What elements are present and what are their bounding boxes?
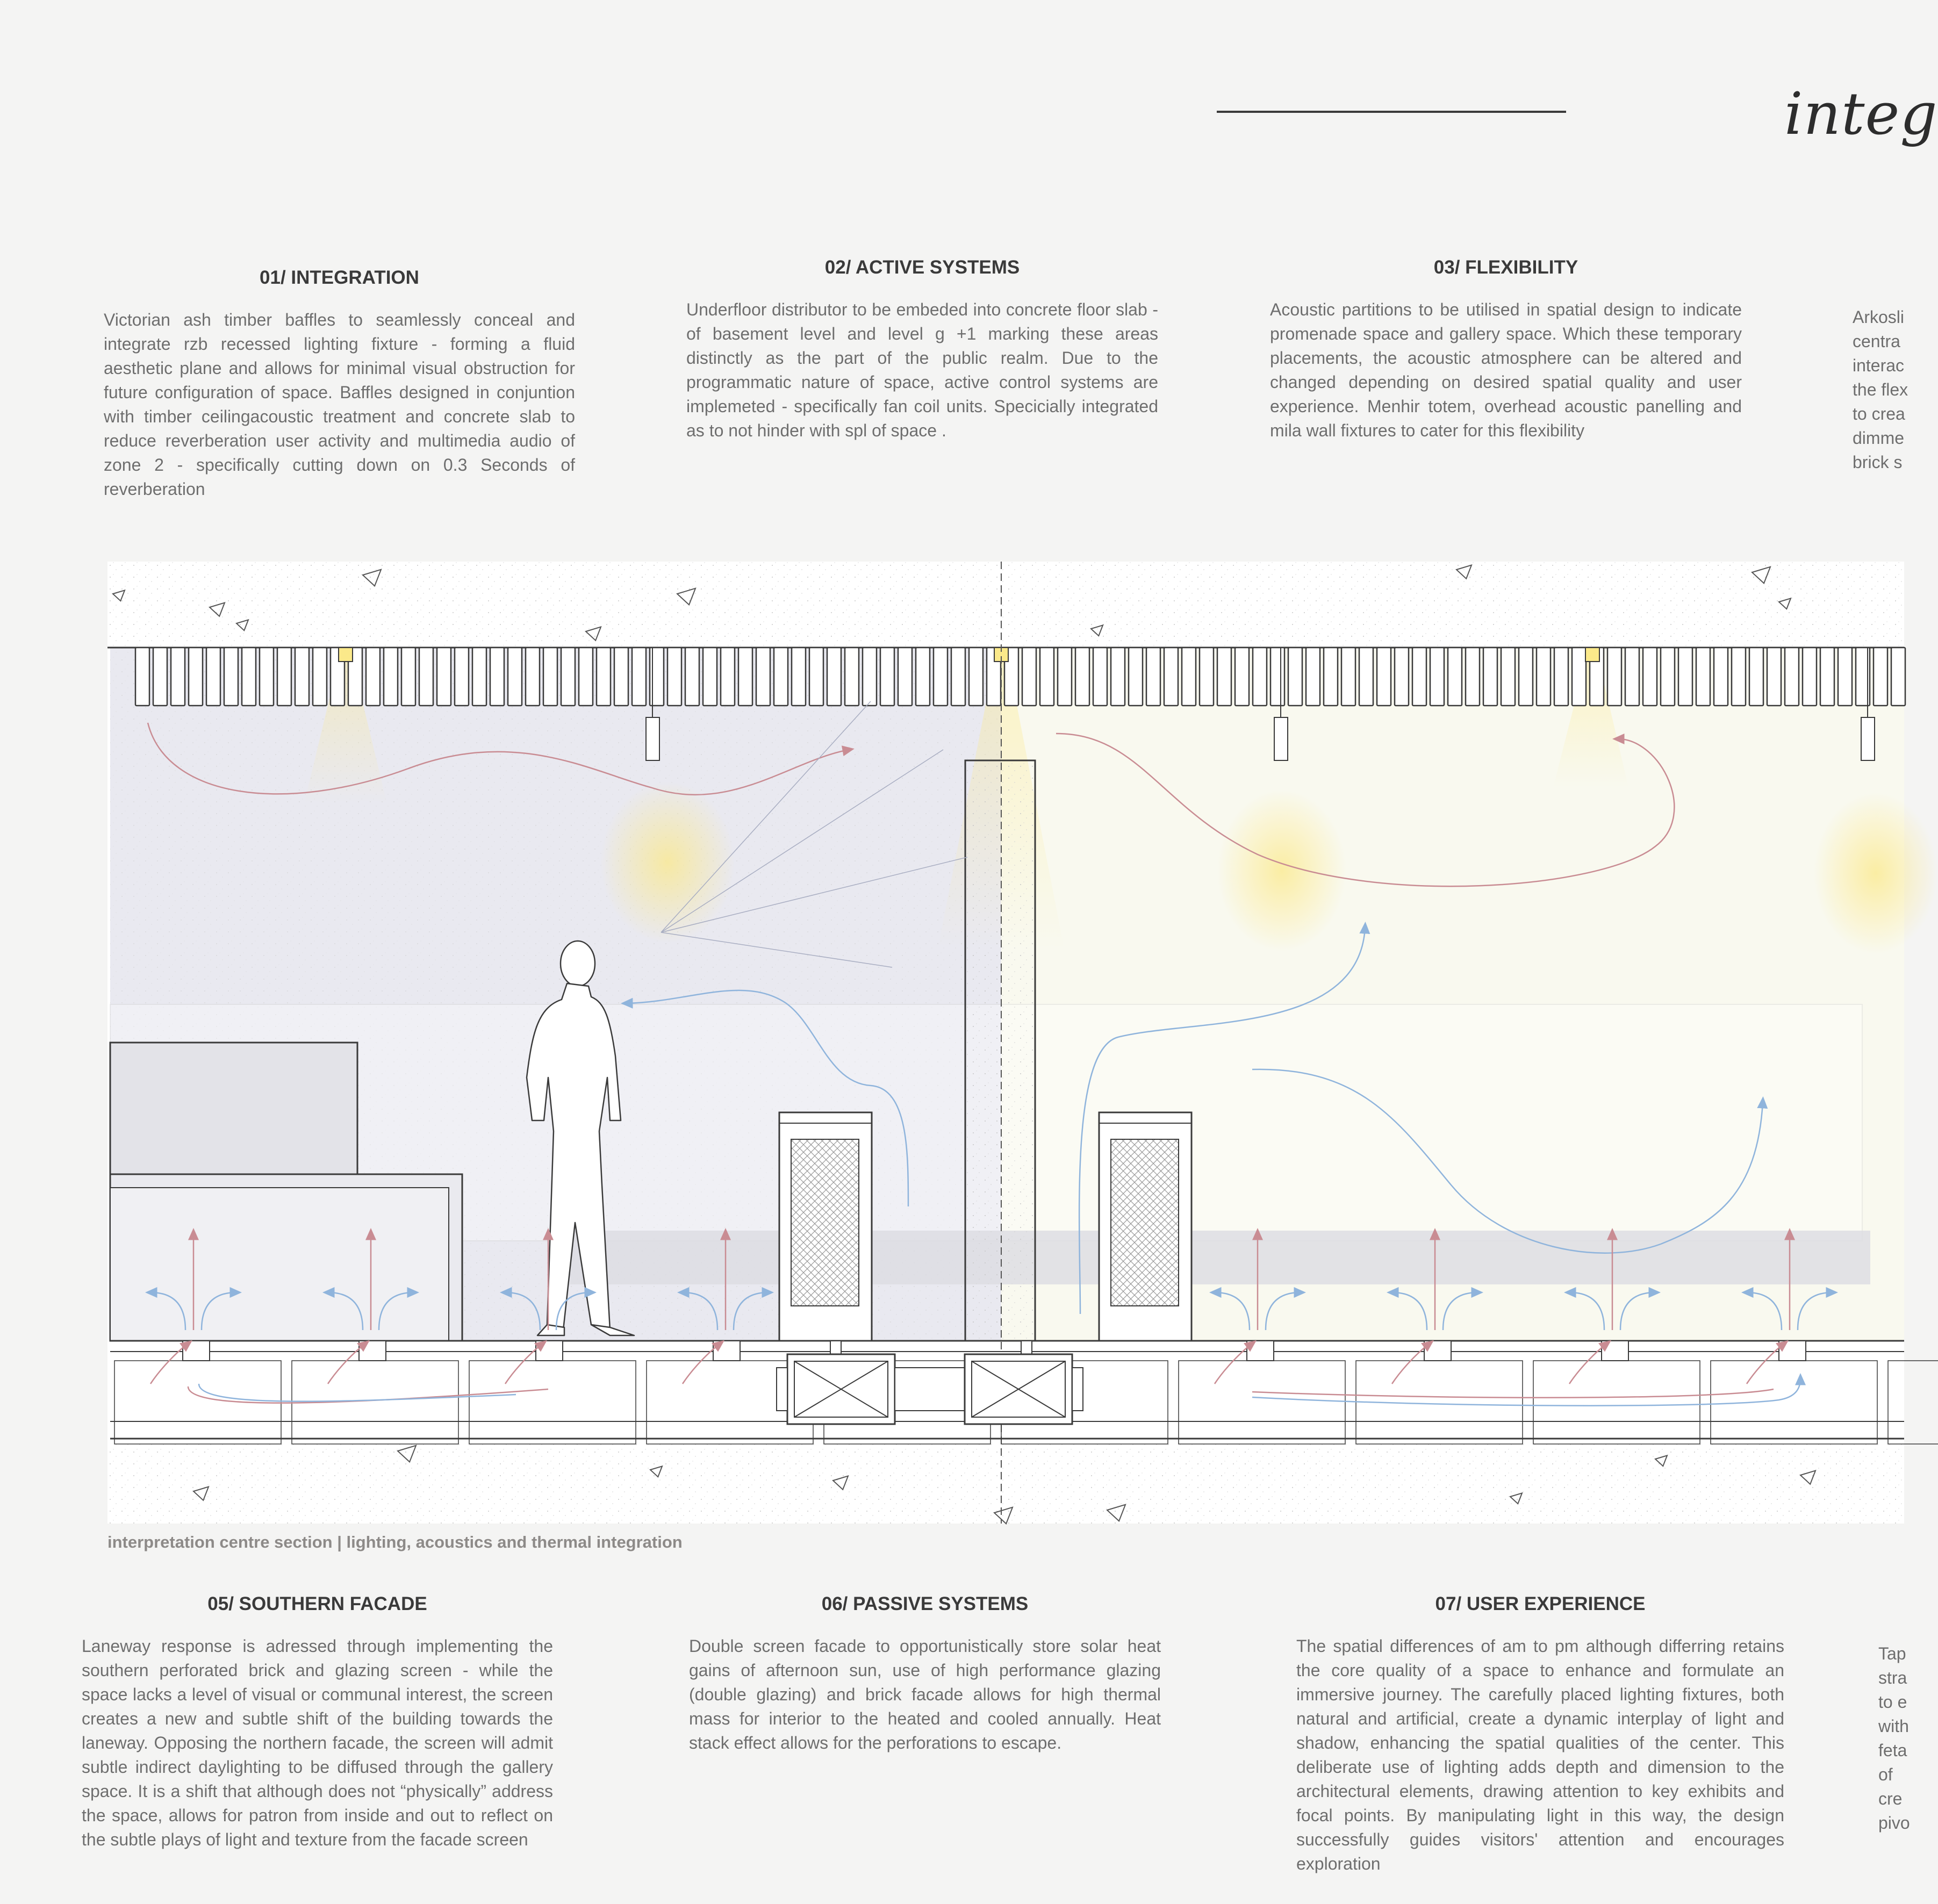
timber-baffle bbox=[1572, 648, 1586, 706]
timber-baffle bbox=[1200, 648, 1214, 706]
recessed-downlight-icon bbox=[339, 648, 353, 662]
timber-baffle bbox=[1288, 648, 1302, 706]
section-active-systems bbox=[686, 257, 1158, 443]
partial-line: dimme bbox=[1853, 428, 1905, 448]
timber-baffle bbox=[171, 648, 185, 706]
timber-baffle bbox=[845, 648, 859, 706]
section-body: Double screen facade to opportunistically store solar heat gains of afternoon sun, use of high performance glazing (double glazing) and brick facade allows for high thermal mass for interior to the heated and cooled annually. Heat stack effect allows for the perforations to escape. bbox=[689, 1636, 1161, 1752]
partial-line: of bbox=[1878, 1765, 1893, 1784]
timber-baffle bbox=[1714, 648, 1728, 706]
timber-baffle bbox=[1767, 648, 1781, 706]
timber-baffle bbox=[1040, 648, 1054, 706]
timber-baffle bbox=[597, 648, 611, 706]
timber-baffle bbox=[1891, 648, 1905, 706]
timber-baffle bbox=[1643, 648, 1657, 706]
timber-baffle bbox=[472, 648, 486, 706]
timber-baffle bbox=[827, 648, 841, 706]
fan-coil-unit-icon bbox=[1099, 1112, 1191, 1341]
timber-baffle bbox=[401, 648, 415, 706]
timber-baffle bbox=[1412, 648, 1426, 706]
timber-baffle bbox=[650, 648, 664, 706]
timber-baffle bbox=[1607, 648, 1621, 706]
timber-baffle bbox=[1501, 648, 1515, 706]
timber-baffle bbox=[189, 648, 203, 706]
timber-baffle bbox=[1803, 648, 1817, 706]
timber-baffle bbox=[1395, 648, 1409, 706]
timber-baffle bbox=[1430, 648, 1444, 706]
timber-baffle bbox=[1874, 648, 1887, 706]
timber-baffle bbox=[809, 648, 823, 706]
timber-baffle bbox=[1075, 648, 1089, 706]
partial-line: Tap bbox=[1878, 1644, 1906, 1663]
timber-baffle bbox=[1448, 648, 1462, 706]
display-plinth-inner bbox=[110, 1188, 449, 1341]
timber-baffle bbox=[295, 648, 309, 706]
timber-baffle bbox=[1058, 648, 1072, 706]
timber-baffle bbox=[1483, 648, 1497, 706]
section-user-experience bbox=[1296, 1593, 1784, 1876]
timber-baffle bbox=[1537, 648, 1551, 706]
section-integration bbox=[104, 267, 575, 501]
timber-baffle bbox=[1838, 648, 1852, 706]
recessed-downlight-icon bbox=[1585, 648, 1599, 662]
timber-baffle bbox=[792, 648, 806, 706]
timber-baffle bbox=[1519, 648, 1533, 706]
timber-baffle bbox=[1235, 648, 1249, 706]
section-heading: 02/ ACTIVE SYSTEMS bbox=[824, 257, 1020, 278]
diagram-caption: interpretation centre section | lighting, acoustics and thermal integration bbox=[107, 1533, 683, 1551]
timber-baffle bbox=[1785, 648, 1799, 706]
timber-baffle bbox=[366, 648, 380, 706]
timber-baffle bbox=[863, 648, 877, 706]
section-heading: 06/ PASSIVE SYSTEMS bbox=[821, 1593, 1029, 1614]
timber-baffle bbox=[1093, 648, 1107, 706]
timber-baffle bbox=[1146, 648, 1160, 706]
partial-line: interac bbox=[1853, 356, 1905, 375]
timber-baffle bbox=[667, 648, 681, 706]
section-body: Victorian ash timber baffles to seamlessly conceal and integrate rzb recessed lighting fixture - forming a fluid aesthetic plane and allows for minimal visual obstruction for future configuration of space. Baffles designed in conjuntion with timber ceilingacoustic treatment and concrete slab to reduce reverberation user activity and multimedia audio of zone 2 - specifically cutting down on 0.3 Seconds of reverberation bbox=[104, 310, 575, 499]
timber-baffle bbox=[721, 648, 735, 706]
timber-baffle bbox=[703, 648, 717, 706]
timber-baffle bbox=[313, 648, 327, 706]
title-rule bbox=[1217, 111, 1566, 113]
section-southern-facade bbox=[82, 1593, 553, 1852]
timber-baffle bbox=[1306, 648, 1320, 706]
timber-baffle bbox=[579, 648, 593, 706]
floor-strip bbox=[570, 1231, 1870, 1284]
section-body: Laneway response is adressed through implementing the southern perforated brick and glazing screen - while the space lacks a level of visual or communal interest, the screen creates a new and subtle shift of the building towards the laneway. Opposing the northern facade, the screen will admit subtle indirect daylighting to be diffused through the gallery space. It is a shift that although does not “physically” address the space, allows for patron from inside and out to reflect on the subtle plays of light and texture from the facade screen bbox=[82, 1636, 553, 1849]
timber-baffle bbox=[738, 648, 752, 706]
section-body: Acoustic partitions to be utilised in spatial design to indicate promenade space and gallery space. Which these temporary placements, the acoustic atmosphere can be altered and changed depending on desired spatial quality and user experience. Menhir totem, overhead acoustic panelling and mila wall fixtures to cater for this flexibility bbox=[1270, 300, 1742, 440]
timber-baffle bbox=[756, 648, 770, 706]
roof-slab bbox=[107, 562, 1904, 648]
partial-line: the flex bbox=[1853, 380, 1908, 399]
pendant-glow bbox=[1814, 793, 1937, 954]
timber-baffle bbox=[1164, 648, 1178, 706]
timber-baffle bbox=[632, 648, 646, 706]
timber-baffle bbox=[898, 648, 912, 706]
timber-baffle bbox=[1696, 648, 1710, 706]
structural-column bbox=[965, 760, 1035, 1341]
section-diagram bbox=[107, 562, 1904, 1524]
page-title: integ bbox=[1784, 81, 1938, 148]
timber-baffle bbox=[561, 648, 575, 706]
floor-diffuser bbox=[713, 1341, 740, 1361]
timber-baffle bbox=[969, 648, 983, 706]
timber-baffle bbox=[685, 648, 699, 706]
timber-baffle bbox=[1022, 648, 1036, 706]
timber-baffle bbox=[1661, 648, 1675, 706]
section-08-partial bbox=[1878, 1642, 1910, 1835]
timber-baffle bbox=[916, 648, 930, 706]
timber-baffle bbox=[526, 648, 540, 706]
timber-baffle bbox=[384, 648, 398, 706]
timber-baffle bbox=[543, 648, 557, 706]
timber-baffle bbox=[1217, 648, 1231, 706]
duct-connector bbox=[895, 1368, 965, 1411]
section-heading: 03/ FLEXIBILITY bbox=[1433, 257, 1578, 278]
partial-line: cre bbox=[1878, 1789, 1903, 1808]
partial-line: centra bbox=[1853, 332, 1900, 351]
foundation-slab bbox=[107, 1443, 1904, 1524]
section-04-partial bbox=[1853, 305, 1908, 475]
partial-line: with bbox=[1878, 1716, 1909, 1736]
timber-baffle bbox=[1182, 648, 1196, 706]
partial-line: pivo bbox=[1878, 1813, 1910, 1833]
timber-baffle bbox=[1466, 648, 1480, 706]
timber-baffle bbox=[153, 648, 167, 706]
timber-baffle bbox=[1749, 648, 1763, 706]
section-heading: 05/ SOUTHERN FACADE bbox=[207, 1593, 427, 1614]
timber-baffle bbox=[455, 648, 469, 706]
section-drawing bbox=[107, 562, 1904, 1524]
partial-line: to crea bbox=[1853, 404, 1905, 423]
partial-line: to e bbox=[1878, 1692, 1907, 1712]
partial-line: Arkosli bbox=[1853, 307, 1905, 327]
timber-baffle bbox=[880, 648, 894, 706]
floor-diffuser bbox=[359, 1341, 386, 1361]
timber-baffle bbox=[490, 648, 504, 706]
timber-baffle bbox=[1341, 648, 1355, 706]
timber-baffle bbox=[934, 648, 948, 706]
pendant-glow bbox=[1217, 790, 1346, 951]
section-heading: 07/ USER EXPERIENCE bbox=[1435, 1593, 1646, 1614]
timber-baffle bbox=[277, 648, 291, 706]
timber-baffle bbox=[135, 648, 149, 706]
timber-baffle bbox=[1271, 648, 1284, 706]
section-body: The spatial differences of am to pm although differring retains the core quality of a space to enhance and formulate an immersive journey. The carefully placed lighting fixtures, both natural and artificial, create a dynamic interplay of light and shadow, enhancing the spatial qualities of the center. This deliberate use of lighting adds depth and dimension to the architectural elements, drawing attention to key exhibits and focal points. By manipulating light in this way, the design successfully guides visitors' attention and encourages exploration bbox=[1296, 1636, 1784, 1873]
partial-line: brick s bbox=[1853, 452, 1903, 472]
timber-baffle bbox=[774, 648, 788, 706]
timber-baffle bbox=[508, 648, 522, 706]
timber-baffle bbox=[419, 648, 433, 706]
fan-coil-unit-icon bbox=[779, 1112, 872, 1341]
timber-baffle bbox=[260, 648, 274, 706]
floor-diffuser bbox=[536, 1341, 563, 1361]
section-body: Underfloor distributor to be embeded into concrete floor slab - of basement level and level g +1 marking these areas distinctly as the part of the public realm. Due to the programmatic nature of space, active control systems are implemeted - specifically fan coil units. Specicially integrated as to not hinder with spl of space . bbox=[686, 300, 1158, 440]
timber-baffle bbox=[1129, 648, 1143, 706]
timber-baffle bbox=[1324, 648, 1338, 706]
timber-baffle bbox=[1359, 648, 1373, 706]
timber-baffle bbox=[1625, 648, 1639, 706]
timber-baffle bbox=[1253, 648, 1267, 706]
timber-baffle bbox=[614, 648, 628, 706]
timber-baffle bbox=[224, 648, 238, 706]
timber-baffle bbox=[242, 648, 256, 706]
partial-line: feta bbox=[1878, 1741, 1907, 1760]
timber-baffle bbox=[437, 648, 451, 706]
section-heading: 01/ INTEGRATION bbox=[260, 267, 419, 288]
section-flexibility bbox=[1270, 257, 1742, 443]
timber-baffle bbox=[1377, 648, 1391, 706]
partial-line: stra bbox=[1878, 1668, 1907, 1687]
timber-baffle bbox=[1554, 648, 1568, 706]
timber-baffle bbox=[951, 648, 965, 706]
timber-baffle bbox=[1678, 648, 1692, 706]
timber-baffle bbox=[1111, 648, 1125, 706]
timber-baffle bbox=[1820, 648, 1834, 706]
timber-baffle bbox=[206, 648, 220, 706]
timber-baffle bbox=[1732, 648, 1746, 706]
section-passive-systems bbox=[689, 1593, 1161, 1755]
